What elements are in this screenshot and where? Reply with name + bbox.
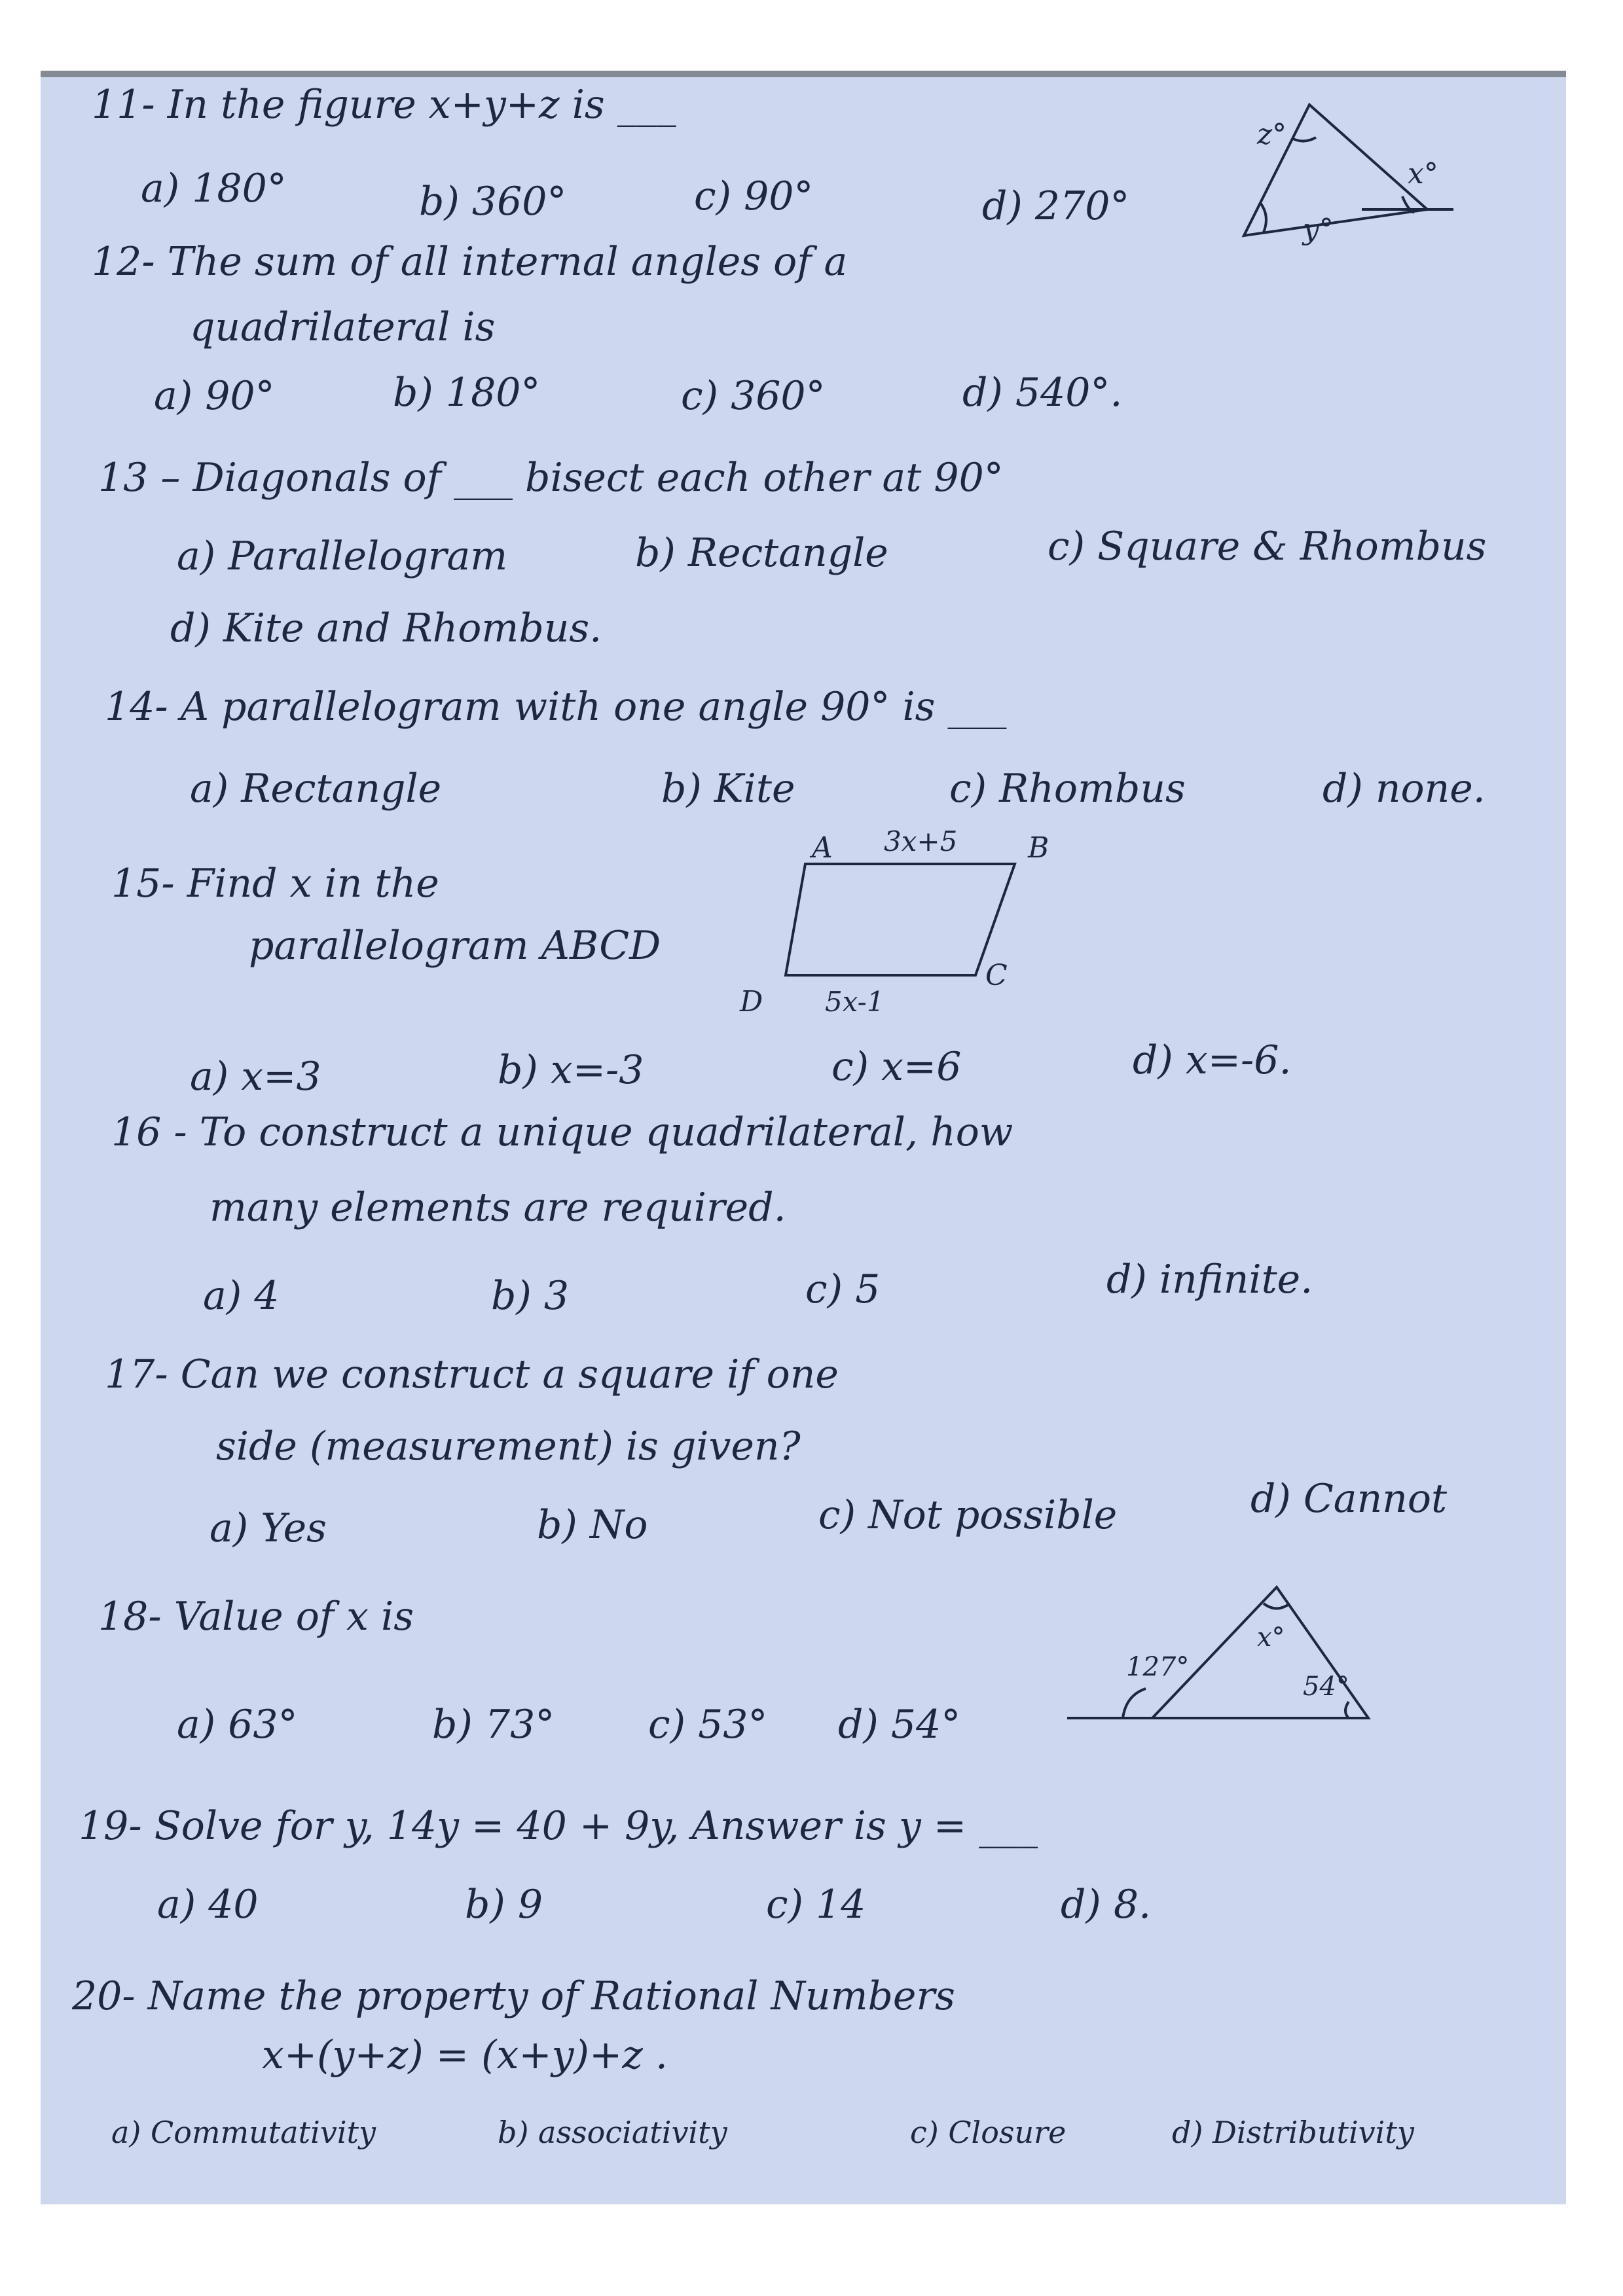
q20-option-a: a) Commutativity — [111, 2115, 376, 2150]
q18-option-d: d) 54° — [838, 1702, 961, 1748]
q16-option-c: c) 5 — [805, 1266, 881, 1312]
q14-option-c: c) Rhombus — [949, 766, 1186, 812]
q18-angle-54-arc — [1345, 1702, 1349, 1718]
q17-option-d: d) Cannot — [1250, 1476, 1448, 1522]
q19-option-c: c) 14 — [766, 1882, 866, 1928]
q16-option-a: a) 4 — [203, 1273, 280, 1319]
q11-option-a: a) 180° — [141, 166, 287, 211]
q18-angle-x-arc — [1264, 1604, 1290, 1609]
q20-stem-line2: x+(y+z) = (x+y)+z . — [262, 2032, 668, 2078]
q12-option-b: b) 180° — [393, 370, 541, 416]
q15-label-bottom-side: 5x-1 — [825, 986, 884, 1018]
q18-label-54: 54° — [1303, 1672, 1349, 1702]
q11-stem: 11- In the figure x+y+z is ___ — [92, 82, 676, 128]
q16-stem-line1: 16 - To construct a unique quadrilateral, how — [111, 1109, 1013, 1155]
page-shadow-edge — [41, 71, 1566, 77]
q18-label-x: x° — [1257, 1623, 1285, 1653]
q12-option-c: c) 360° — [681, 373, 826, 419]
q14-option-a: a) Rectangle — [190, 766, 442, 812]
q18-stem: 18- Value of x is — [98, 1594, 414, 1640]
q12-option-d: d) 540°. — [962, 370, 1123, 416]
q16-option-b: b) 3 — [491, 1273, 570, 1319]
q13-option-a: a) Parallelogram — [177, 533, 508, 579]
q13-stem: 13 – Diagonals of ___ bisect each other at 90° — [98, 455, 1004, 501]
q17-option-b: b) No — [537, 1502, 648, 1548]
q17-stem-line2: side (measurement) is given? — [216, 1424, 801, 1469]
q17-stem-line1: 17- Can we construct a square if one — [105, 1352, 839, 1397]
q18-option-b: b) 73° — [432, 1702, 555, 1748]
q15-option-a: a) x=3 — [190, 1054, 321, 1100]
q11-option-b: b) 360° — [419, 179, 567, 224]
q15-stem-line2: parallelogram ABCD — [249, 923, 661, 969]
q11-triangle-figure — [1231, 98, 1467, 249]
q19-option-a: a) 40 — [157, 1882, 259, 1928]
q18-option-a: a) 63° — [177, 1702, 298, 1748]
q15-option-b: b) x=-3 — [498, 1047, 644, 1093]
q14-stem: 14- A parallelogram with one angle 90° is ___ — [105, 684, 1007, 730]
q12-stem-line1: 12- The sum of all internal angles of a — [92, 239, 848, 285]
q15-option-c: c) x=6 — [831, 1044, 962, 1090]
q11-angle-z-arc — [1293, 137, 1316, 141]
q17-option-c: c) Not possible — [818, 1492, 1118, 1538]
q15-label-top-side: 3x+5 — [884, 825, 958, 857]
q15-label-C: C — [985, 959, 1008, 992]
q11-angle-y-arc — [1260, 203, 1266, 232]
q20-option-b: b) associativity — [498, 2115, 727, 2150]
q20-option-c: c) Closure — [910, 2115, 1067, 2150]
q11-label-z: z° — [1257, 118, 1287, 151]
q19-option-b: b) 9 — [465, 1882, 543, 1928]
q13-option-b: b) Rectangle — [635, 530, 888, 576]
q18-exterior-angle-arc — [1123, 1689, 1146, 1718]
q11-label-x: x° — [1408, 157, 1438, 190]
q19-option-d: d) 8. — [1061, 1882, 1152, 1928]
q15-label-B: B — [1028, 831, 1049, 865]
q15-parallelogram-figure — [727, 812, 1093, 1028]
q14-option-d: d) none. — [1322, 766, 1486, 812]
q16-stem-line2: many elements are required. — [210, 1185, 786, 1230]
q20-option-d: d) Distributivity — [1172, 2115, 1414, 2150]
q15-option-d: d) x=-6. — [1133, 1037, 1292, 1083]
q11-label-y: y° — [1303, 213, 1334, 246]
q14-option-b: b) Kite — [661, 766, 795, 812]
q17-option-a: a) Yes — [210, 1505, 327, 1551]
q15-parallelogram — [786, 864, 1015, 975]
q18-label-exterior: 127° — [1126, 1652, 1190, 1682]
q18-option-c: c) 53° — [648, 1702, 768, 1748]
q18-triangle-figure — [1061, 1577, 1401, 1728]
q15-label-D: D — [740, 985, 763, 1018]
q13-option-d: d) Kite and Rhombus. — [170, 605, 602, 651]
q12-stem-line2: quadrilateral is — [190, 304, 496, 350]
q11-option-c: c) 90° — [694, 173, 814, 219]
q12-option-a: a) 90° — [154, 373, 275, 419]
q13-option-c: c) Square & Rhombus — [1048, 524, 1487, 569]
q20-stem-line1: 20- Name the property of Rational Numbers — [72, 1973, 955, 2019]
q15-stem-line1: 15- Find x in the — [111, 861, 439, 906]
q11-option-d: d) 270° — [982, 183, 1130, 229]
q16-option-d: d) infinite. — [1106, 1257, 1313, 1302]
q19-stem: 19- Solve for y, 14y = 40 + 9y, Answer is y = ___ — [79, 1803, 1038, 1849]
q15-label-A: A — [812, 831, 833, 865]
